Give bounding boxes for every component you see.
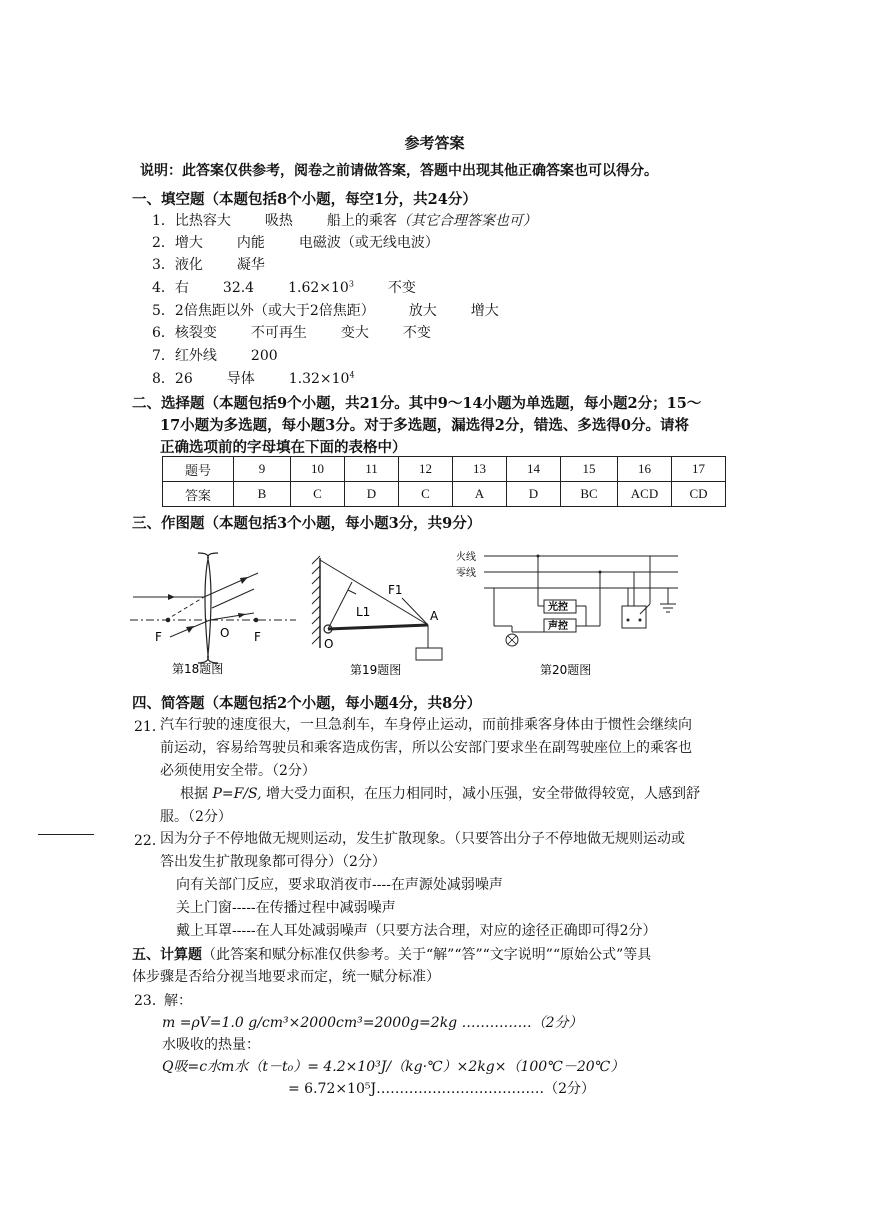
row-label-number: 题号 (163, 457, 234, 482)
instructions-note: 说明：此答案仅供参考，阅卷之前请做答案，答题中出现其他正确答案也可以得分。 (140, 163, 658, 179)
section-2-heading-line3: 正确选项前的字母填在下面的表格中） (160, 439, 407, 456)
exponent: 3 (348, 279, 354, 289)
blank-answer: 32.4 (222, 280, 255, 296)
question-number-cell: 12 (399, 457, 453, 482)
light-control-switch-label: 光控 (548, 602, 568, 613)
list-item (152, 322, 431, 342)
item-number: 4． (152, 280, 175, 296)
section-5-title: 五、计算题 (132, 947, 202, 963)
item-number: 3． (152, 257, 175, 273)
item-number: 1． (152, 213, 175, 229)
row-label-answer: 答案 (163, 482, 234, 507)
question-number-cell: 13 (453, 457, 507, 482)
figure-19-caption: 第19题图 (350, 663, 402, 677)
question-23-solve-label: 解： (164, 993, 192, 1009)
heat-formula: Q吸=c水m水（t－t₀）= 4.2×10³J/（kg·℃）×2kg×（100℃－20℃） (162, 1059, 625, 1075)
figure-20-caption: 第20题图 (540, 663, 592, 677)
blank-answer: 不变 (402, 325, 431, 341)
live-wire-label: 火线 (456, 552, 476, 563)
focus-label-left: F (155, 630, 162, 644)
section-5-note: （此答案和赋分标准仅供参考。关于“解”“答”“文字说明”“原始公式”等具 (202, 947, 652, 963)
answer-cell: C (291, 482, 345, 507)
blank-answer: 放大 (408, 303, 437, 319)
answer-line: 前运动，容易给驾驶员和乘客造成伤害，所以公安部门要求坐在副驾驶座位上的乘客也 (160, 740, 692, 756)
answer-cell: A (453, 482, 507, 507)
list-item (152, 232, 439, 252)
question-number-cell: 9 (234, 457, 291, 482)
answer-text: 增大受力面积，在压力相同时，减小压强，安全带做得较宽，人感到舒 (261, 786, 701, 802)
blank-answer: 比热容大 (174, 213, 231, 229)
blank-answer: 吸热 (264, 213, 293, 229)
blank-answer: 1.32×10 (288, 371, 350, 387)
list-item (152, 345, 278, 365)
item-number: 6． (152, 325, 175, 341)
question-number-cell: 11 (345, 457, 399, 482)
question-number-cell: 14 (507, 457, 561, 482)
figure-20-circuit-diagram (454, 548, 694, 680)
list-item (152, 210, 537, 230)
optical-center-label: O (220, 626, 230, 640)
blank-answer: 变大 (340, 325, 369, 341)
section-1-heading: 一、填空题（本题包括8个小题，每空1分，共24分） (132, 191, 477, 208)
blank-answer: 内能 (236, 235, 265, 251)
blank-answer: 增大 (174, 235, 203, 251)
force-f1-label: F1 (388, 583, 403, 597)
item-number: 8． (152, 371, 175, 387)
table-row (163, 482, 726, 507)
question-number-cell: 17 (672, 457, 726, 482)
figure-18-caption: 第18题图 (172, 662, 224, 676)
answer-cell: ACD (618, 482, 672, 507)
blank-answer: 凝华 (236, 257, 265, 273)
list-item (152, 277, 416, 297)
answer-line (160, 783, 740, 806)
question-21-answer (160, 714, 740, 829)
blank-answer: 1.62×10 (288, 280, 349, 296)
table-row (163, 457, 726, 482)
answer-cell: B (234, 482, 291, 507)
question-number-cell: 10 (291, 457, 345, 482)
item-number: 7． (152, 348, 175, 364)
item-number: 2． (152, 235, 175, 251)
answer-line: 答出发生扩散现象都可得分）（2分） (160, 854, 386, 870)
blank-answer: 不变 (387, 280, 416, 296)
arm-l1-label: L1 (356, 605, 371, 619)
section-5-heading (132, 944, 651, 964)
heat-absorbed-label: 水吸收的热量： (162, 1037, 260, 1053)
margin-rule (38, 834, 94, 835)
answer-line: 戴上耳罩-----在人耳处减弱噪声（只要方法合理，对应的途径正确即可得2分） (176, 923, 657, 939)
answer-cell: D (345, 482, 399, 507)
blank-answer: 2倍焦距以外（或大于2倍焦距） (174, 303, 375, 319)
question-21-number: 21． (134, 719, 166, 735)
answer-text: 根据 (180, 786, 213, 802)
page-title: 参考答案 (404, 134, 465, 152)
section-4-heading: 四、简答题（本题包括2个小题，每小题4分，共8分） (132, 695, 482, 712)
neutral-wire-label: 零线 (456, 568, 476, 579)
section-3-heading: 三、作图题（本题包括3个小题，每小题3分，共9分） (132, 515, 482, 532)
answer-line: 向有关部门反应，要求取消夜市----在声源处减弱噪声 (176, 877, 503, 893)
answer-line: 关上门窗-----在传播过程中减弱噪声 (176, 900, 396, 916)
figure-19-lever-diagram (310, 548, 460, 680)
blank-answer: 导体 (226, 371, 255, 387)
answer-line: 因为分子不停地做无规则运动，发生扩散现象。（只要答出分子不停地做无规则运动或 (160, 831, 685, 847)
blank-answer: 不可再生 (250, 325, 307, 341)
figure-18-lens-diagram (128, 545, 298, 680)
question-number-cell: 16 (618, 457, 672, 482)
focus-label-right: F (254, 630, 261, 644)
blank-answer: 右 (174, 280, 189, 296)
answer-line: 服。（2分） (160, 809, 232, 825)
blank-answer: 液化 (174, 257, 203, 273)
item-number: 5． (152, 303, 175, 319)
choice-answer-table (162, 456, 726, 507)
blank-answer: 电磁波（或无线电波） (298, 235, 439, 251)
blank-answer: 增大 (470, 303, 499, 319)
list-item (152, 254, 265, 274)
heat-result: = 6.72×10⁵J………………………………（2分） (288, 1081, 596, 1097)
sound-control-switch-label: 声控 (548, 621, 568, 632)
answer-line: 汽车行驶的速度很大，一旦急刹车，车身停止运动，而前排乘客身体由于惯性会继续向 (160, 717, 692, 733)
section-2-heading-line1: 二、选择题（本题包括9个小题，共21分。其中9～14小题为单选题，每小题2分；15～ (132, 395, 702, 412)
alternative-note: （其它合理答案也可） (396, 213, 537, 229)
answer-line: 必须使用安全带。（2分） (160, 763, 316, 779)
question-22-number: 22． (134, 833, 166, 849)
answer-cell: CD (672, 482, 726, 507)
answer-cell: C (399, 482, 453, 507)
question-number-cell: 15 (561, 457, 618, 482)
answer-cell: D (507, 482, 561, 507)
pressure-formula: P=F/S, (212, 786, 262, 802)
blank-answer: 核裂变 (174, 325, 217, 341)
list-item (152, 300, 499, 320)
point-a-label: A (430, 609, 439, 623)
list-item (152, 368, 355, 388)
blank-answer: 200 (250, 348, 278, 364)
question-22-answer (160, 828, 740, 943)
pivot-o-label: O (324, 637, 334, 651)
section-2-heading-line2: 17小题为多选题，每小题3分。对于多选题，漏选得2分，错选、多选得0分。请将 (160, 417, 689, 434)
answer-cell: BC (561, 482, 618, 507)
section-5-heading-line2: 体步骤是否给分视当地要求而定，统一赋分标准） (132, 969, 440, 985)
question-23-number: 23． (134, 993, 166, 1009)
blank-answer: 26 (174, 371, 193, 387)
exponent: 4 (349, 370, 355, 380)
mass-calculation: m =ρV=1.0 g/cm³×2000cm³=2000g=2kg ……………（2分） (162, 1015, 583, 1031)
blank-answer: 船上的乘客 (326, 213, 397, 229)
blank-answer: 红外线 (174, 348, 217, 364)
